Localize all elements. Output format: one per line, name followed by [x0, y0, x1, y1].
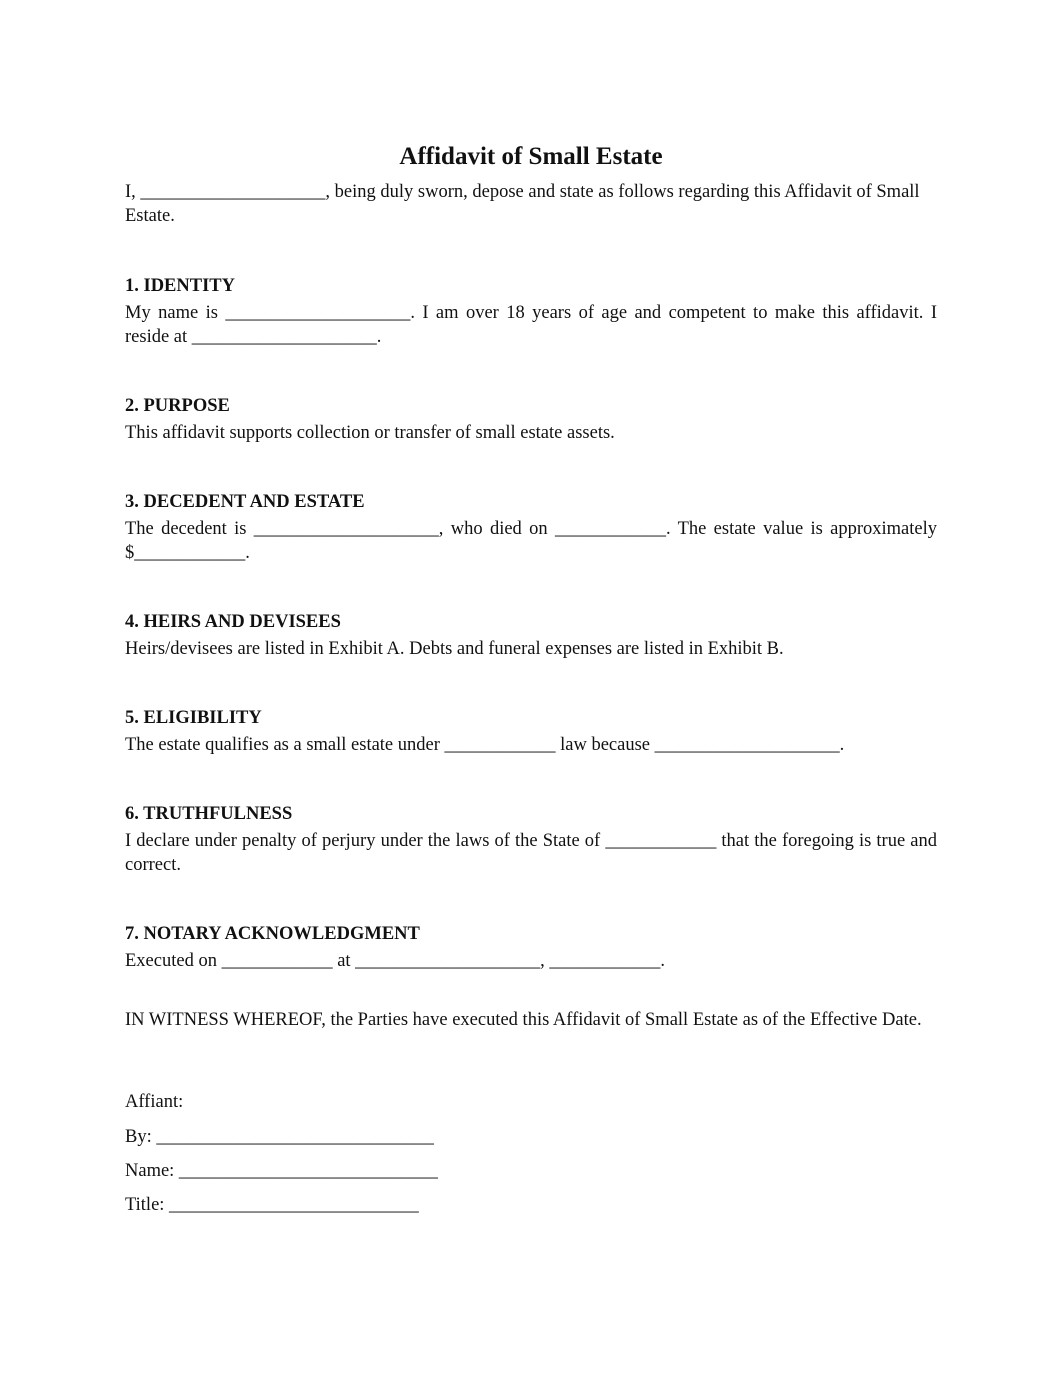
section-body-notary: Executed on ____________ at ____________________, ____________. [125, 951, 666, 971]
signature-name-line: Name: ____________________________ [125, 1161, 438, 1181]
section-heading-decedent: 3. DECEDENT AND ESTATE [125, 492, 365, 512]
section-heading-heirs: 4. HEIRS AND DEVISEES [125, 612, 341, 632]
signature-title-line: Title: ___________________________ [125, 1195, 419, 1215]
section-body-identity: My name is ____________________. I am over 18 years of age and competent to make this affidavit. I reside at ____________________. [125, 303, 937, 347]
section-heading-identity: 1. IDENTITY [125, 276, 235, 296]
section-body-eligibility: The estate qualifies as a small estate under ____________ law because ____________________. [125, 735, 845, 755]
signature-party-label: Affiant: [125, 1092, 184, 1112]
document-title: Affidavit of Small Estate [399, 142, 663, 170]
intro-text: , being duly sworn, depose and state as follows regarding this Affidavit of Small Estate. [125, 182, 920, 226]
section-heading-notary: 7. NOTARY ACKNOWLEDGMENT [125, 924, 420, 944]
section-heading-truthfulness: 6. TRUTHFULNESS [125, 804, 293, 824]
section-body-purpose: This affidavit supports collection or transfer of small estate assets. [125, 423, 615, 443]
witness-paragraph: IN WITNESS WHEREOF, the Parties have executed this Affidavit of Small Estate as of the Effective Date. [125, 1010, 922, 1030]
signature-by-line: By: ______________________________ [125, 1127, 434, 1147]
section-body-decedent: The decedent is ____________________, who died on ____________. The estate value is approximately $____________. [125, 519, 937, 563]
intro-paragraph [125, 180, 937, 228]
section-body-heirs: Heirs/devisees are listed in Exhibit A. Debts and funeral expenses are listed in Exhibit B. [125, 639, 784, 659]
affiant-name-blank: ____________________ [140, 182, 326, 202]
section-heading-purpose: 2. PURPOSE [125, 396, 230, 416]
intro-prefix: I, [125, 182, 141, 202]
section-heading-eligibility: 5. ELIGIBILITY [125, 708, 262, 728]
section-body-truthfulness: I declare under penalty of perjury under the laws of the State of ____________ that the foregoing is true and correct. [125, 831, 937, 875]
